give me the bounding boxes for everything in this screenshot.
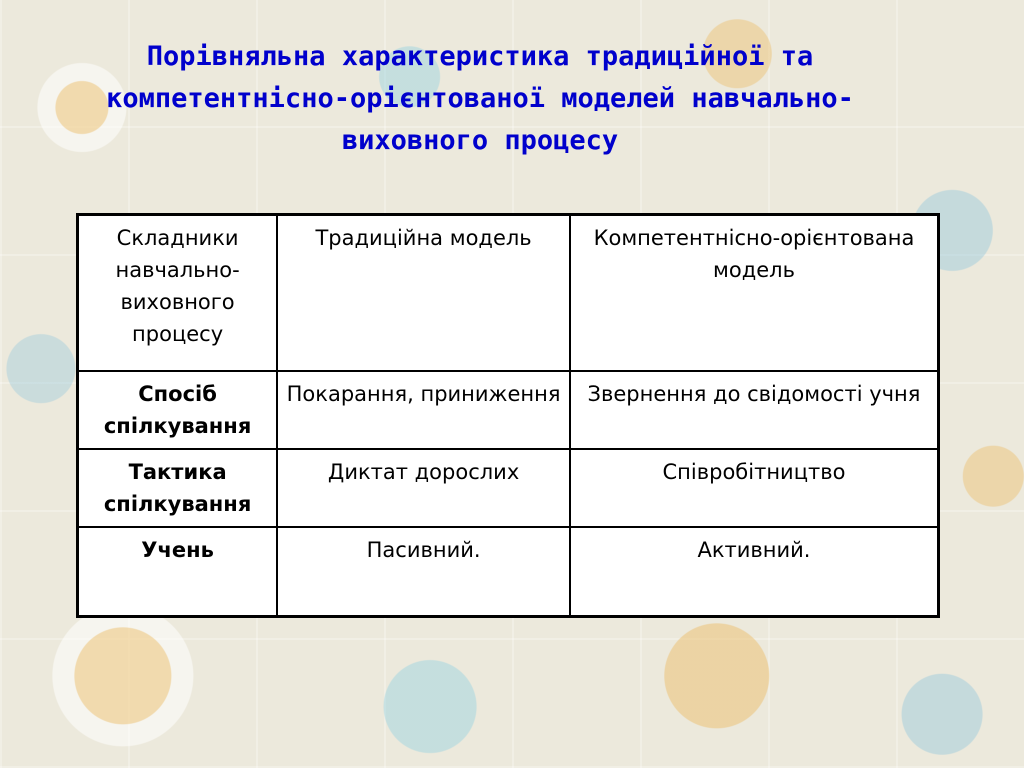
header-traditional-model: Традиційна модель	[277, 215, 570, 371]
table-row	[78, 527, 939, 617]
header-components: Складники навчально-виховного процесу	[78, 215, 278, 371]
slide-title-line-3: виховного процесу	[341, 125, 619, 156]
competency-cell: Звернення до свідомості учня	[570, 371, 939, 449]
competency-cell: Активний.	[570, 527, 939, 617]
comparison-table	[76, 213, 940, 618]
traditional-cell: Покарання, приниження	[277, 371, 570, 449]
slide-title	[30, 36, 930, 162]
row-label: Спосіб спілкування	[78, 371, 278, 449]
traditional-cell: Пасивний.	[277, 527, 570, 617]
traditional-cell: Диктат дорослих	[277, 449, 570, 527]
row-label: Учень	[78, 527, 278, 617]
table-header-row	[78, 215, 939, 371]
table-row	[78, 371, 939, 449]
header-competency-model: Компетентнісно-орієнтована модель	[570, 215, 939, 371]
slide-title-line-2: компетентнісно-орієнтованої моделей навчально-	[106, 83, 854, 114]
competency-cell: Співробітництво	[570, 449, 939, 527]
table-row	[78, 449, 939, 527]
row-label: Тактика спілкування	[78, 449, 278, 527]
slide-title-line-1: Порівняльна характеристика традиційної та	[146, 41, 814, 72]
